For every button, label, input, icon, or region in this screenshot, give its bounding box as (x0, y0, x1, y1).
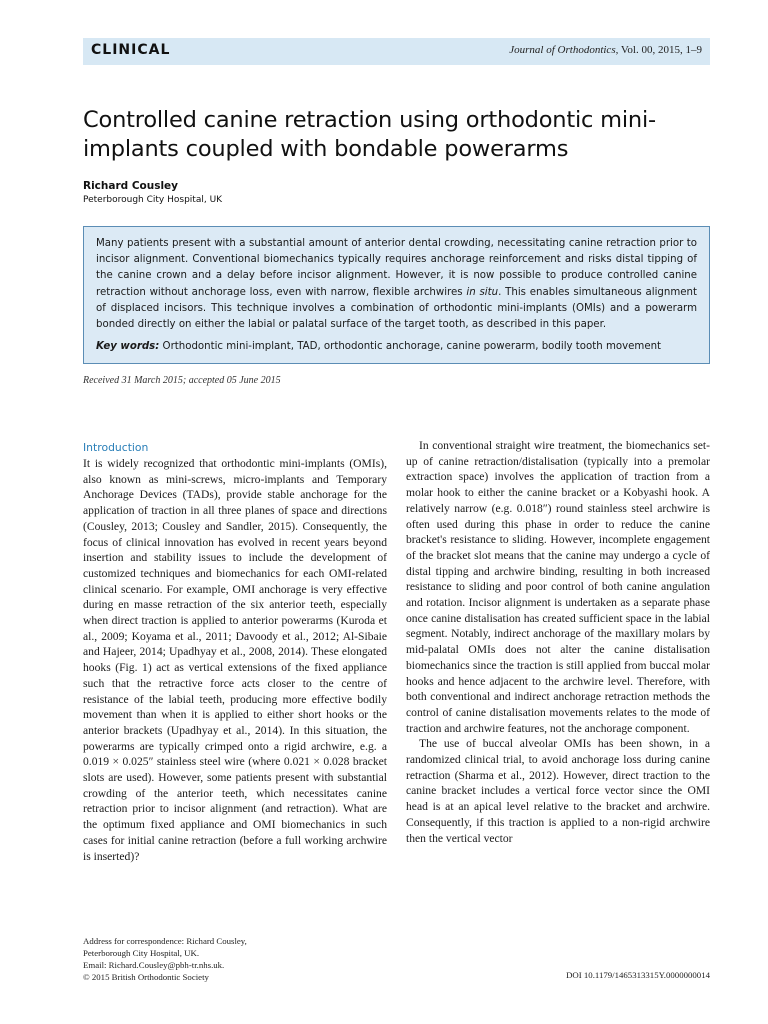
journal-name: Journal of Orthodontics, (509, 44, 619, 56)
section-label: CLINICAL (91, 42, 171, 58)
abstract-text-part: Many patients present with a substantial amount of anterior dental crowding, necessitating canine retraction prior to incisor alignment. Conventional biomechanics typically requires anchorage reinforcement and risks distal tipping of the canine crown and a delay before incisor alignment. However, it is now possible to produce controlled canine retraction without anchorage loss, even with narrow, flexible archwires (96, 238, 697, 298)
footer-copyright: © 2015 British Orthodontic Society (83, 972, 209, 982)
paragraph: In conventional straight wire treatment, the biomechanics set-up of canine retraction/distalisation (typically into a premolar extraction space) involves the application of traction from a molar hook to either the canine bracket or a Kobyashi hook. A relatively narrow (e.g. 0.018″) round stainless steel archwire is often used during this phase in order to reduce the canine bracket's resistance to sliding. However, incomplete engagement of the bracket slot means that the canine may undergo a cycle of distal tipping and archwire binding, resulting in both increased resistance to sliding and poor control of both canine angulation and rotation. Incisor alignment is undertaken as a separate phase once canine distalisation has created sufficient space in the labial segment. Notably, indirect anchorage of the maxillary molars by mid-palatal OMIs does not alter the canine distalisation biomechanics since the traction is still applied from buccal molar hooks and hence adjacent to the archwire level. Therefore, with both conventional and indirect anchorage retraction methods the control of canine distalisation movements relates to the mode of traction and archwire features, not the anchorage component. (406, 439, 710, 735)
journal-volume: Vol. 00, 2015, 1–9 (618, 44, 702, 56)
journal-citation (509, 44, 702, 56)
keywords (96, 339, 697, 355)
article-title: Controlled canine retraction using orthodontic mini-implants coupled with bondable powerarms (83, 107, 656, 162)
author-name: Richard Cousley (83, 180, 179, 192)
footer-line: Address for correspondence: Richard Cousley, (83, 936, 247, 946)
doi: DOI 10.1179/1465313315Y.0000000014 (566, 970, 710, 980)
abstract-box (83, 226, 710, 364)
section-header-bar (83, 38, 710, 65)
abstract-text (96, 236, 697, 333)
abstract-text-part: . This enables simultaneous alignment of displaced incisors. This technique involves a combination of orthodontic mini-implants (OMIs) and a powerarm bonded directly on either the labial or palatal surface of the target tooth, as described in this paper. (96, 286, 697, 331)
paragraph: It is widely recognized that orthodontic mini-implants (OMIs), also known as mini-screws, micro-implants and Temporary Anchorage Devices (TADs), provide stable anchorage for the application of traction in all three planes of space and directions (Cousley, 2013; Cousley and Sandler, 2015). Consequently, the focus of clinical innovation has evolved in recent years beyond insertion and stability issues to include the development of customized techniques and biomechanics for each OMI-related clinical scenario. For example, OMI anchorage is very effective during en masse retraction of the six anterior teeth, especially when direct traction is applied to anterior powerarms (Kuroda et al., 2009; Koyama et al., 2011; Davoody et al., 2012; Al-Sibaie and Hajeer, 2014; Upadhyay et al., 2008, 2014). These elongated hooks (Fig. 1) act as vertical extensions of the fixed appliance such that the retractive force acts closer to the centre of resistance of the labial teeth, producing more effective bodily movement than when it is applied to either short hooks or the anterior brackets (Upadhyay et al., 2014). In this situation, the powerarms are typically crimped onto a rigid archwire, e.g. a 0.019 × 0.025″ stainless steel wire (where 0.021 × 0.028 bracket slots are used). However, some patients present with substantial crowding of the anterior teeth, which necessitates canine retraction prior to incisor alignment (and retraction). What are the optimum fixed appliance and OMI biomechanics in such cases for initial canine retraction (before a full working archwire is inserted)? (83, 457, 387, 863)
keywords-label: Key words: (96, 341, 160, 353)
left-column (83, 440, 387, 864)
author-affiliation: Peterborough City Hospital, UK (83, 195, 223, 205)
keywords-list: Orthodontic mini-implant, TAD, orthodontic anchorage, canine powerarm, bodily tooth movement (159, 341, 662, 353)
correspondence-footer (83, 935, 247, 983)
abstract-italic-term: in situ (466, 286, 499, 298)
right-column (406, 438, 710, 846)
paragraph: The use of buccal alveolar OMIs has been shown, in a randomized clinical trial, to avoid anchorage loss during canine retraction (Sharma et al., 2012). However, direct traction to the canine bracket includes a vertical force vector since the OMI head is at an apical level relative to the bracket and archwire. Consequently, if this traction is applied to a non-rigid archwire then the vertical vector (406, 737, 710, 845)
section-heading-introduction: Introduction (83, 441, 149, 454)
received-dates: Received 31 March 2015; accepted 05 June 2015 (83, 375, 281, 386)
footer-email: Email: Richard.Cousley@pbh-tr.nhs.uk. (83, 960, 225, 970)
footer-line: Peterborough City Hospital, UK. (83, 948, 200, 958)
